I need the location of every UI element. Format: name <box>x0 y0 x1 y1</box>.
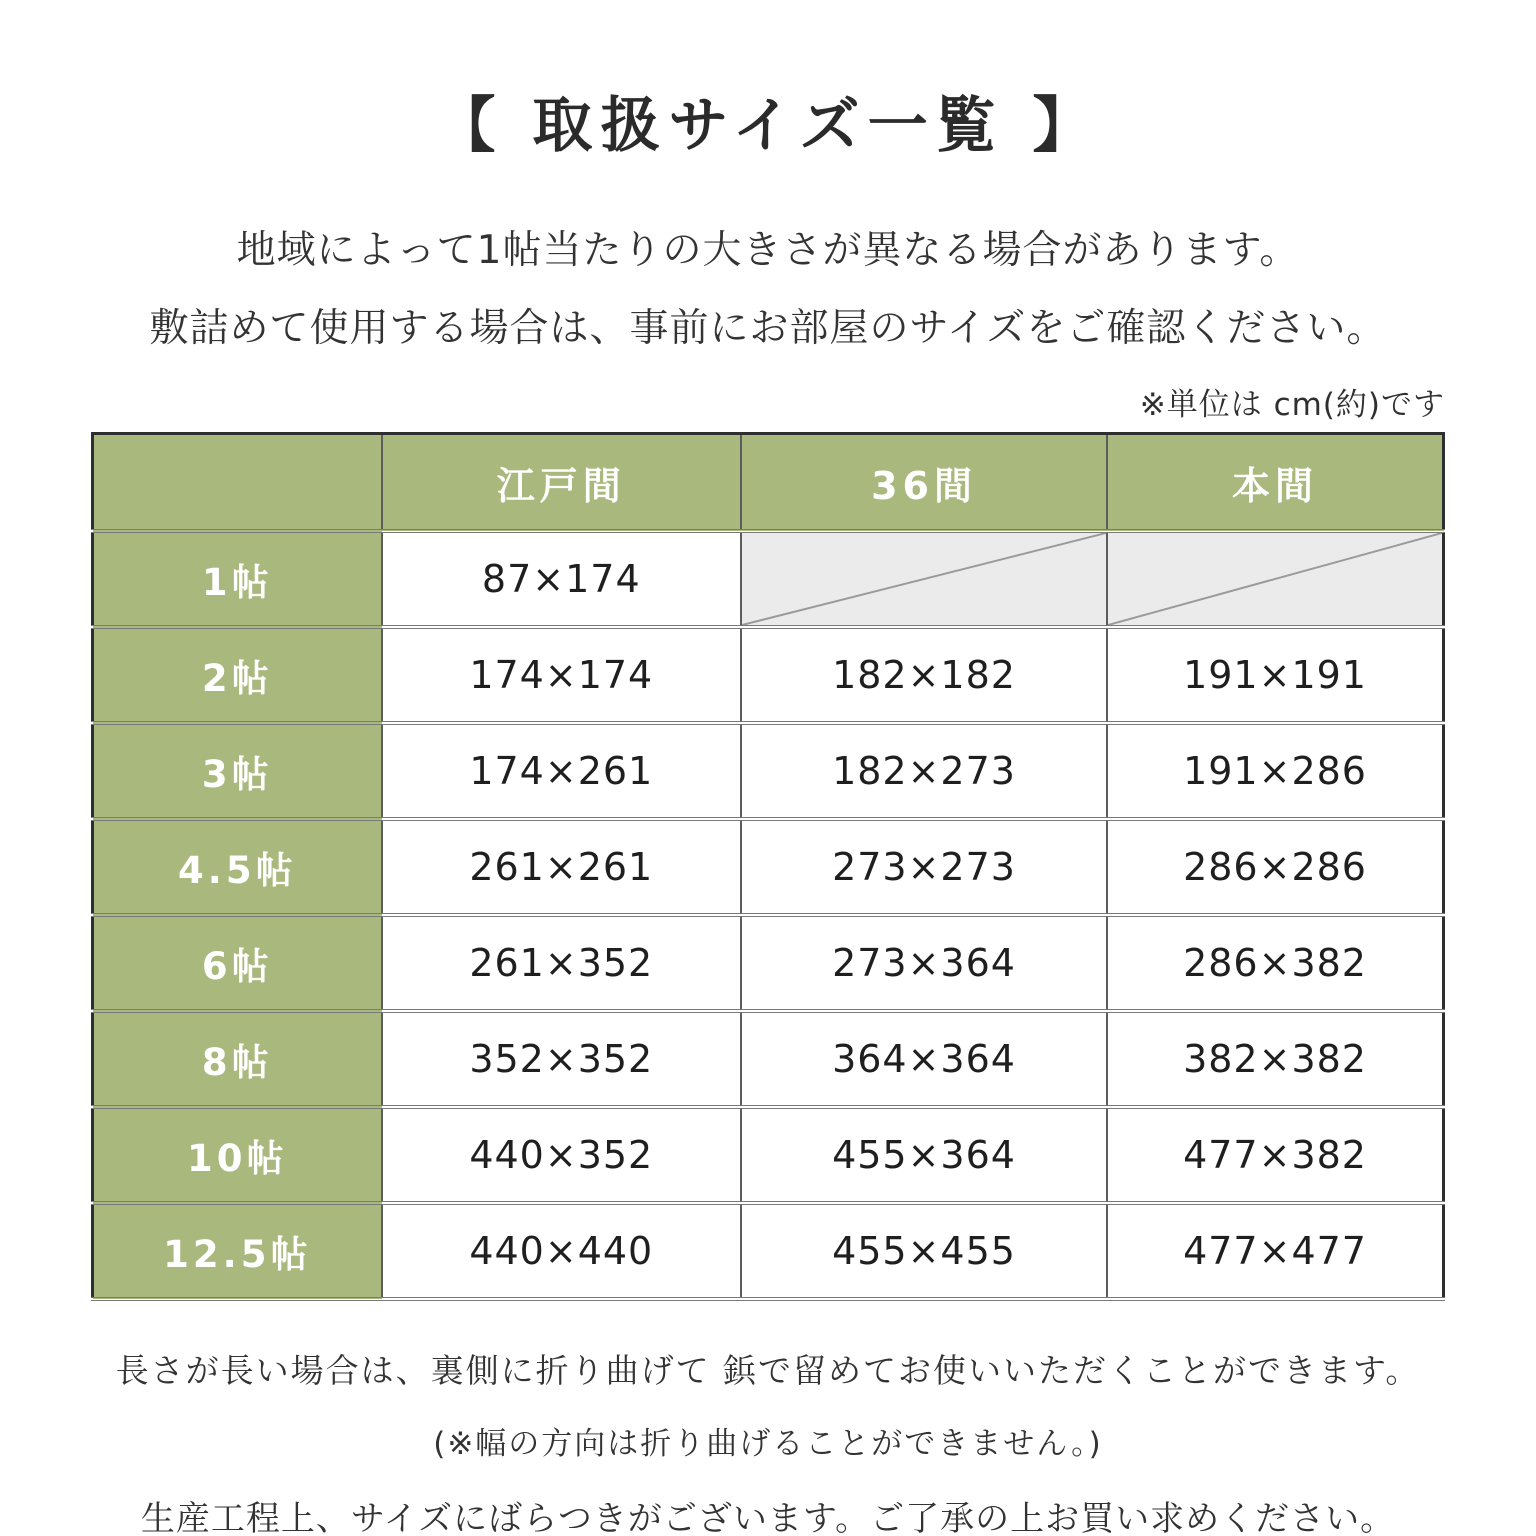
row-label: 12.5帖 <box>93 1203 382 1299</box>
size-value: 273×364 <box>741 915 1107 1011</box>
table-row <box>93 1203 1444 1299</box>
row-label: 4.5帖 <box>93 819 382 915</box>
row-label: 10帖 <box>93 1107 382 1203</box>
row-label: 8帖 <box>93 1011 382 1107</box>
size-value: 174×174 <box>382 627 741 723</box>
table-row <box>93 819 1444 915</box>
table-row <box>93 1011 1444 1107</box>
table-row <box>93 1107 1444 1203</box>
size-value: 87×174 <box>382 531 741 627</box>
size-value: 364×364 <box>741 1011 1107 1107</box>
size-value: 191×191 <box>1107 627 1443 723</box>
footer-note-1: 長さが長い場合は、裏側に折り曲げて 鋲で留めてお使いいただくことができます。 <box>115 1351 1421 1390</box>
size-table-header <box>93 434 1444 532</box>
size-value: 440×352 <box>382 1107 741 1203</box>
footer-note-2: (※幅の方向は折り曲げることができません。) <box>433 1426 1103 1462</box>
size-table <box>91 432 1445 1301</box>
intro-line-1: 地域によって1帖当たりの大きさが異なる場合があります。 <box>236 228 1300 273</box>
size-value: 174×261 <box>382 723 741 819</box>
page-title: 【 取扱サイズ一覧 】 <box>435 91 1101 161</box>
intro-line-2: 敷詰めて使用する場合は、事前にお部屋のサイズをご確認ください。 <box>149 306 1387 351</box>
column-header-edoma: 江戸間 <box>382 434 741 532</box>
size-value: 477×477 <box>1107 1203 1443 1299</box>
size-value: 455×455 <box>741 1203 1107 1299</box>
diagonal-line-icon <box>742 533 1106 625</box>
row-label: 1帖 <box>93 531 382 627</box>
column-header-36ma: 36間 <box>741 434 1107 532</box>
table-row <box>93 531 1444 627</box>
column-header-blank <box>93 434 382 532</box>
diagonal-line-icon <box>1108 533 1442 625</box>
column-header-honma: 本間 <box>1107 434 1443 532</box>
size-value: 455×364 <box>741 1107 1107 1203</box>
size-value: 382×382 <box>1107 1011 1443 1107</box>
size-value: 477×382 <box>1107 1107 1443 1203</box>
header-row <box>93 434 1444 532</box>
table-row <box>93 627 1444 723</box>
table-row <box>93 723 1444 819</box>
size-value: 261×352 <box>382 915 741 1011</box>
not-available-cell <box>1107 531 1443 627</box>
row-label: 6帖 <box>93 915 382 1011</box>
size-value: 182×182 <box>741 627 1107 723</box>
size-value: 261×261 <box>382 819 741 915</box>
size-value: 182×273 <box>741 723 1107 819</box>
row-label: 3帖 <box>93 723 382 819</box>
unit-note: ※単位は cm(約)です <box>1139 387 1445 423</box>
table-row <box>93 915 1444 1011</box>
not-available-cell <box>741 531 1107 627</box>
footer-note-3: 生産工程上、サイズにばらつきがございます。ご了承の上お買い求めください。 <box>140 1499 1396 1536</box>
size-value: 273×273 <box>741 819 1107 915</box>
size-value: 191×286 <box>1107 723 1443 819</box>
size-value: 286×382 <box>1107 915 1443 1011</box>
size-value: 352×352 <box>382 1011 741 1107</box>
size-value: 440×440 <box>382 1203 741 1299</box>
size-value: 286×286 <box>1107 819 1443 915</box>
size-table-body <box>93 531 1444 1299</box>
row-label: 2帖 <box>93 627 382 723</box>
